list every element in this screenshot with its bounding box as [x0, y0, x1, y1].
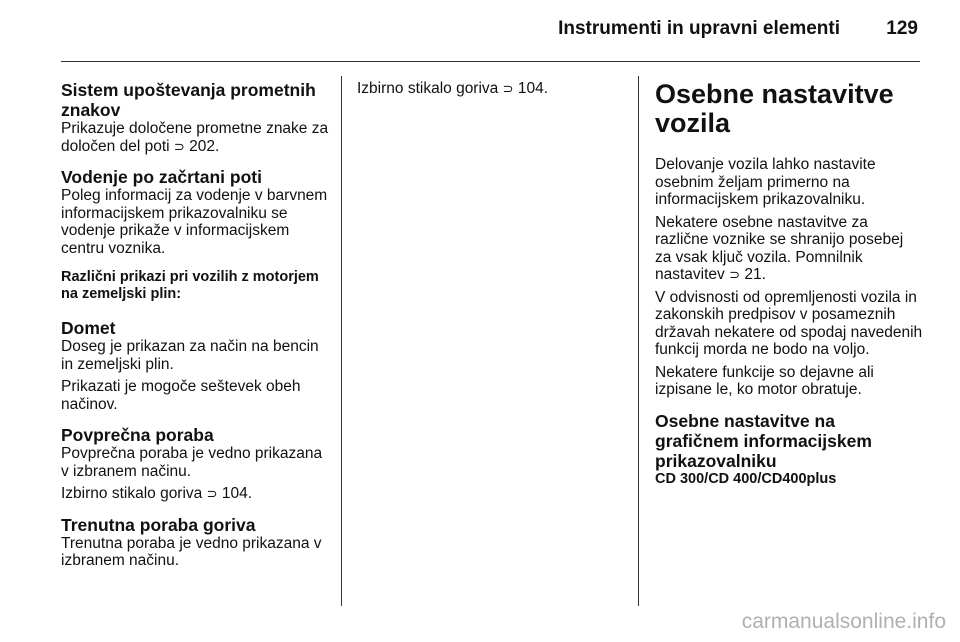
page-number: 129: [886, 18, 918, 39]
subheading-models: CD 300/CD 400/CD400plus: [655, 470, 837, 487]
text-personal-settings-3: V odvisnosti od opremljenosti vozila in zakonskih predpisov v posameznih državah nekatere od spodaj navedenih funkcij morda ne bodo na voljo.: [655, 288, 923, 358]
text-range-2: Prikazati je mogoče seštevek obeh načinov.: [61, 378, 301, 413]
reference-arrow-icon: ⊃: [173, 138, 185, 154]
text-personal-settings-1: Delovanje vozila lahko nastavite osebnim željam primerno na informacijskem prikazovalniku.: [655, 156, 876, 208]
column-divider-1: [341, 76, 342, 606]
column-divider-2: [638, 76, 639, 606]
heading-traffic-sign-system: Sistem upoštevanja prometnih znakov: [61, 80, 316, 120]
heading-instant-consumption: Trenutna poraba goriva: [61, 514, 256, 535]
reference-arrow-icon: ⊃: [502, 81, 514, 96]
heading-range: Domet: [61, 318, 116, 338]
subheading-cng-displays: Različni prikazi pri vozilih z motorjem na zemeljski plin:: [61, 269, 319, 302]
heading-route-guidance: Vodenje po začrtani poti: [61, 167, 262, 187]
text-instant-consumption: Trenutna poraba je vedno prikazana v izbranem načinu.: [61, 534, 322, 569]
text-average-consumption: Povprečna poraba je vedno prikazana v izbranem načinu.: [61, 445, 323, 480]
text-traffic-sign-system: Prikazuje določene prometne znake za določen del poti ⊃ 202.: [61, 120, 329, 155]
watermark-text: carmanualsonline.info: [741, 610, 946, 633]
heading-graphic-info-display: Osebne nastavitve na grafičnem informacijskem prikazovalniku: [655, 410, 872, 471]
header-divider: [61, 61, 920, 62]
heading-average-consumption: Povprečna poraba: [61, 425, 214, 445]
reference-arrow-icon: ⊃: [206, 486, 218, 501]
page-header-title: Instrumenti in upravni elementi: [558, 18, 840, 39]
text-fuel-selector-ref: Izbirno stikalo goriva ⊃ 104.: [61, 485, 252, 502]
heading-personal-settings: Osebne nastavitve vozila: [655, 79, 894, 138]
text-personal-settings-2: Nekatere osebne nastavitve za različne voznike se shranijo posebej za vsak ključ vozila. Pomnilnik nastavitev ⊃ 21.: [655, 213, 904, 283]
text-personal-settings-4: Nekatere funkcije so dejavne ali izpisane le, ko motor obratuje.: [655, 363, 874, 398]
column-right: [655, 80, 923, 488]
text-route-guidance: Poleg informacij za vodenje v barvnem informacijskem prikazovalniku se vodenje prikaže v informacijskem centru voznika.: [61, 187, 328, 257]
reference-arrow-icon: ⊃: [729, 267, 741, 282]
text-fuel-selector-ref: Izbirno stikalo goriva ⊃ 104.: [357, 80, 548, 97]
column-middle: [357, 80, 627, 98]
column-left: [61, 80, 329, 570]
text-range-1: Doseg je prikazan za način na bencin in zemeljski plin.: [61, 338, 319, 373]
